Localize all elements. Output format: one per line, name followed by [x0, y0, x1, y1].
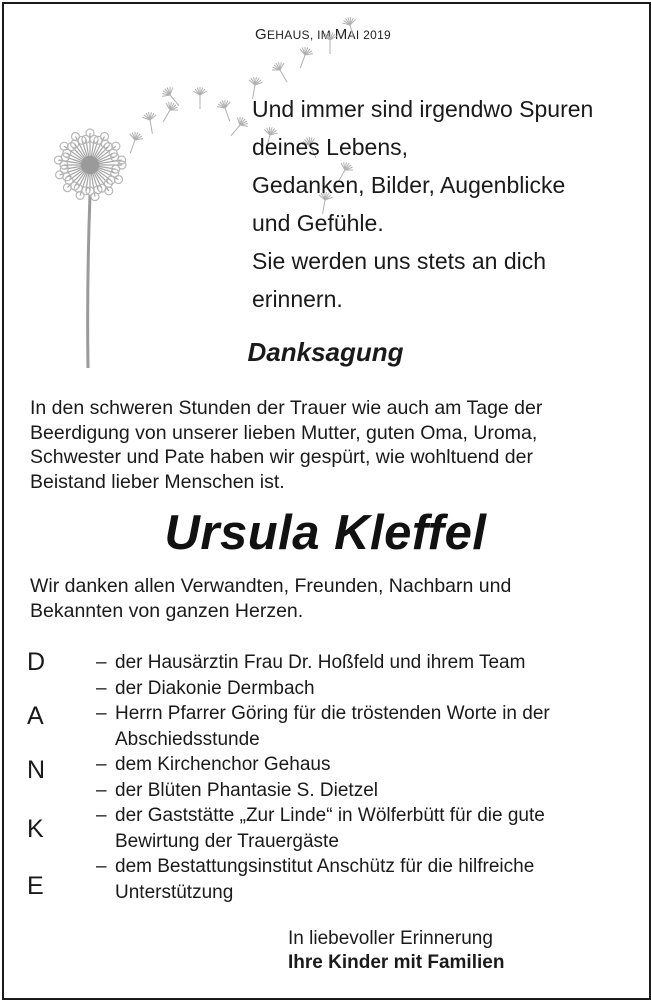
dandelion-core [81, 156, 99, 174]
thanks-list [96, 650, 636, 905]
poem-line: Gedanken, Bilder, Augenblicke [252, 172, 566, 198]
thanks-item-line: der Diakonie Dermbach [115, 677, 315, 699]
signature: Ihre Kinder mit Familien [288, 952, 505, 973]
thanks-item [96, 676, 636, 702]
danke-letter: D [27, 648, 46, 676]
danke-letter: A [27, 702, 44, 730]
intro-line: Schwester und Pate haben wir gespürt, wie wohltuend der [30, 446, 533, 468]
intro-paragraph [30, 396, 630, 494]
place-date-text: GEHAUS, IM MAI 2019 [255, 26, 392, 43]
thanks-item-line: Herrn Pfarrer Göring für die tröstenden Worte in der [115, 703, 550, 724]
poem-line: und Gefühle. [252, 210, 384, 236]
intro-line: In den schweren Stunden der Trauer wie auch am Tage der [30, 397, 543, 419]
thanks-item-line: Abschiedsstunde [115, 728, 260, 750]
thanks-item-line: Unterstützung [115, 881, 234, 903]
intro-line: Beerdigung von unserer lieben Mutter, guten Oma, Uroma, [30, 421, 538, 444]
danke-letter: E [27, 872, 44, 900]
closing [288, 927, 504, 975]
poem [252, 90, 632, 318]
thanks-item [96, 752, 636, 778]
danke-letter: K [27, 815, 44, 843]
dash-bullet: – [96, 779, 107, 801]
thanks-item-line: dem Bestattungsinstitut Anschütz für die hilfreiche [115, 856, 535, 877]
page-title: Danksagung [247, 337, 404, 367]
dash-bullet: – [96, 652, 107, 673]
thanks-item-line: Bewirtung der Trauergäste [115, 830, 339, 852]
dash-bullet: – [96, 754, 107, 775]
thanks-item [96, 854, 636, 905]
dash-bullet: – [96, 703, 107, 724]
thanks-item [96, 701, 636, 752]
thanks-intro-line: Wir danken allen Verwandten, Freunden, Nachbarn und [30, 575, 512, 597]
thanks-intro-line: Bekannten von ganzen Herzen. [30, 600, 304, 622]
dash-bullet: – [96, 677, 107, 699]
danke-letter: N [27, 756, 46, 784]
dash-bullet: – [96, 805, 107, 826]
thanks-item [96, 650, 636, 676]
thanks-intro-paragraph [30, 574, 630, 624]
poem-line: Und immer sind irgendwo Spuren [252, 96, 594, 122]
thanks-item-line: der Gaststätte „Zur Linde“ in Wölferbütt für die gute [115, 805, 545, 826]
poem-line: erinnern. [252, 286, 343, 312]
thanks-item-line: dem Kirchenchor Gehaus [115, 754, 331, 775]
intro-line: Beistand lieber Menschen ist. [30, 470, 285, 493]
deceased-name: Ursula Kleffel [164, 506, 487, 560]
thanks-item-line: der Blüten Phantasie S. Dietzel [115, 779, 378, 801]
thanks-item [96, 803, 636, 854]
thanks-item [96, 778, 636, 804]
poem-line: deines Lebens, [252, 134, 409, 160]
poem-line: Sie werden uns stets an dich [252, 248, 547, 274]
dash-bullet: – [96, 856, 107, 877]
thanks-item-line: der Hausärztin Frau Dr. Hoßfeld und ihrem Team [115, 652, 526, 673]
closing-line: In liebevoller Erinnerung [288, 928, 493, 949]
